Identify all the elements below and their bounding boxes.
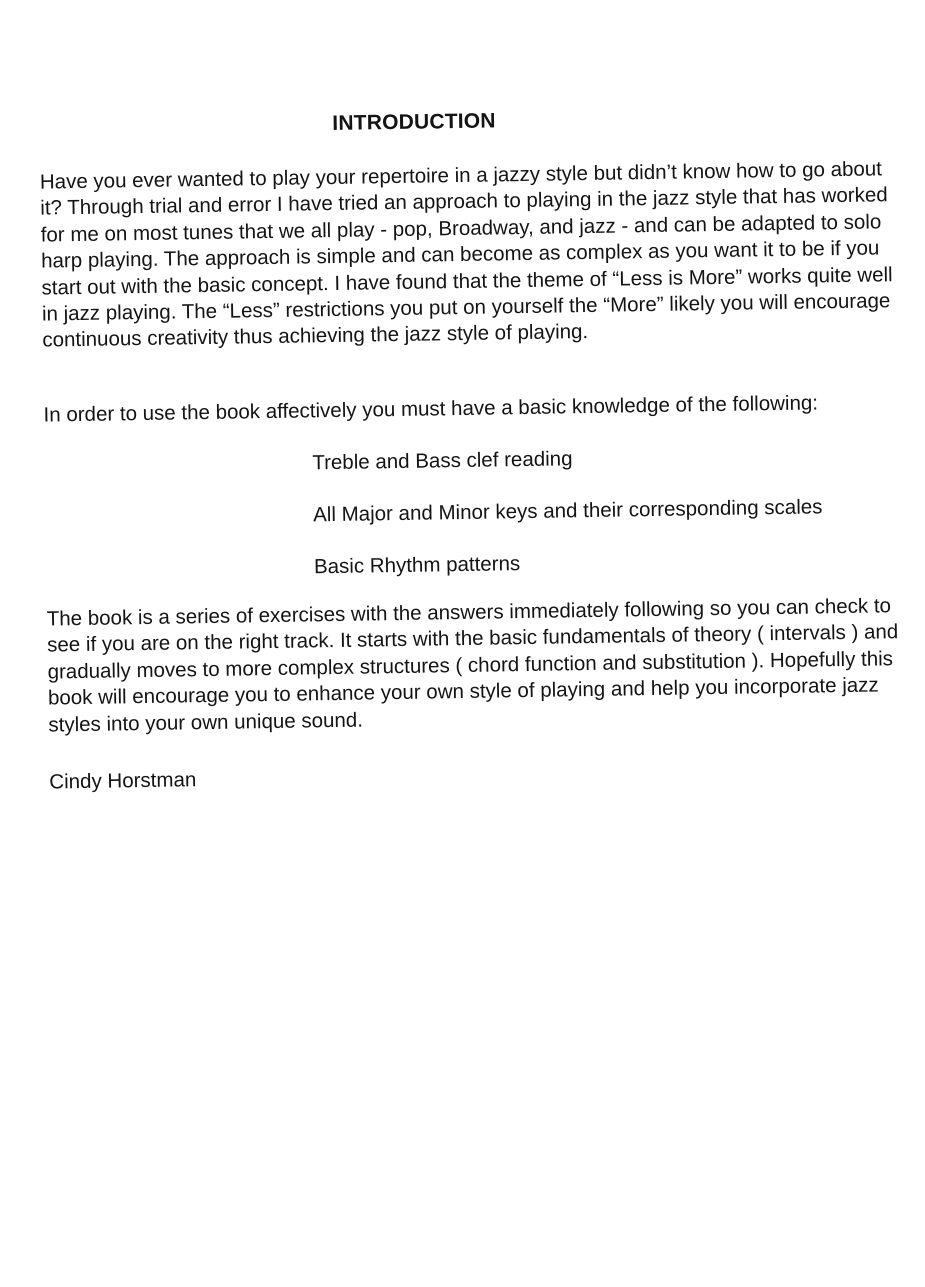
book-description-paragraph: The book is a series of exercises with the answers immediately following so you can check to see if you are on the right track. It starts with the basic fundamentals of theory ( intervals ) and gradually moves to more complex structures ( chord function and substitution ). Hopefully this book will encourage you to enhance your own style of playing and help you incorporate jazz styles into your own unique sound. xyxy=(46,594,899,737)
intro-paragraph: Have you ever wanted to play your repertoire in a jazzy style but didn’t know how to go about it? Through trial and error I have tried an approach to playing in the jazz style that has worked for me on most tunes that we all play - pop, Broadway, and jazz - and can be adapted to solo harp playing. The approach is simple and can become as complex as you want it to be if you start out with the basic concept. I have found that the theme of “Less is More” works quite well in jazz playing. The “Less” restrictions you put on yourself the “More” likely you will encourage continuous creativity thus achieving the jazz style of playing. xyxy=(39,157,893,352)
requirement-item: Basic Rhythm patterns xyxy=(313,552,521,579)
page-title: INTRODUCTION xyxy=(332,109,496,135)
author-signature: Cindy Horstman xyxy=(49,768,197,794)
requirement-item: All Major and Minor keys and their corresponding scales xyxy=(312,495,823,527)
requirements-intro: In order to use the book affectively you must have a basic knowledge of the following: xyxy=(43,391,819,427)
requirement-item: Treble and Bass clef reading xyxy=(312,447,573,475)
requirements-list xyxy=(312,442,824,606)
